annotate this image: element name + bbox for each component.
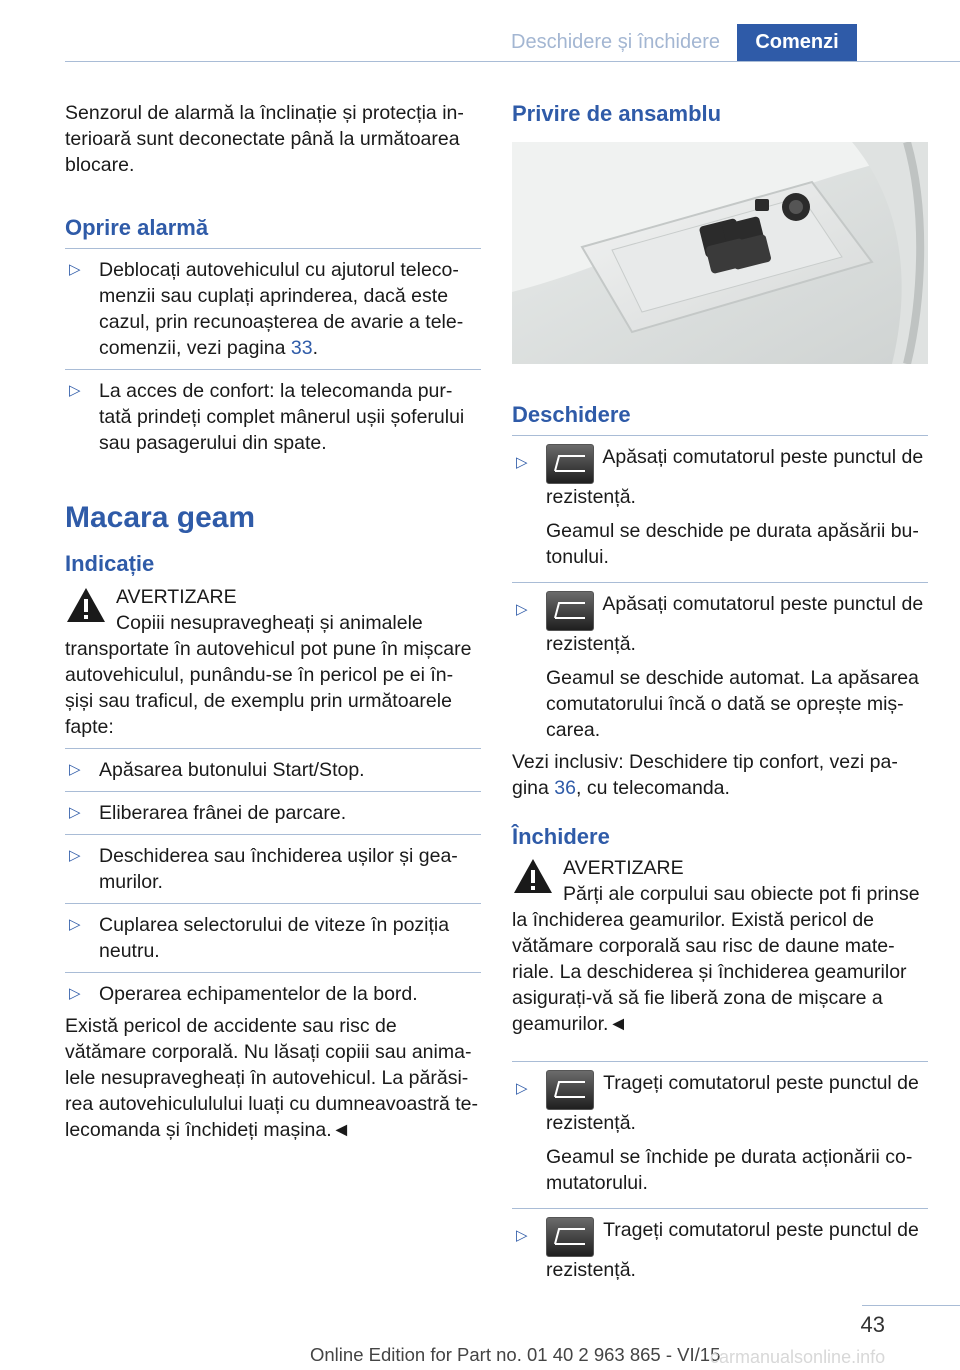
page-number: 43 <box>860 1312 885 1337</box>
close-step-2-action: Trageți comutatorul peste punctul de rezistență. <box>546 1219 919 1281</box>
bullet-triangle-icon: ▷ <box>69 847 81 864</box>
warning-triangle-icon <box>65 586 107 624</box>
see-also-post: , cu telecomanda. <box>576 777 730 799</box>
bullet-triangle-icon: ▷ <box>516 454 528 471</box>
header-rule <box>65 61 960 62</box>
stop-alarm-item-2-text: La acces de confort: la telecomanda pur-tată prindeți complet mânerul ușii șoferului sau pasagerului din spate. <box>99 380 465 454</box>
window-switch-press-icon <box>546 444 594 484</box>
edition-footer: Online Edition for Part no. 01 40 2 963 865 - VI/15 <box>310 1344 721 1365</box>
separator <box>65 972 481 973</box>
warning-triangle-icon <box>512 857 554 895</box>
bullet-triangle-icon: ▷ <box>69 985 81 1002</box>
bullet-triangle-icon: ▷ <box>516 1080 528 1097</box>
bullet-triangle-icon: ▷ <box>69 261 81 278</box>
alarm-intro-paragraph: Senzorul de alarmă la înclinație și protecția in-terioară sunt deconectate până la următoarea blocare. <box>65 102 464 176</box>
watermark: carmanualsonline.info <box>710 1347 886 1367</box>
warning-closing-text: Există pericol de accidente sau risc de vătămare corporală. Nu lăsați copiii sau anima-lele nesupravegheați în autovehicul. La părăsi-rea autovehicululului luați cu dumneavoastră te-lecomanda și închideți mașina.◄ <box>65 1015 478 1141</box>
separator <box>65 834 481 835</box>
header-section-title: Deschidere și închidere <box>511 31 720 53</box>
stop-alarm-item-1 <box>65 257 481 361</box>
open-step-2 <box>512 591 928 743</box>
window-switch-pull-icon <box>546 1070 594 1110</box>
close-step-2 <box>512 1217 928 1283</box>
window-switch-press-beyond-icon <box>546 591 594 631</box>
fact-item-text: Eliberarea frânei de parcare. <box>99 802 347 824</box>
separator <box>512 435 928 436</box>
bullet-triangle-icon: ▷ <box>516 601 528 618</box>
open-step-1 <box>512 444 928 570</box>
fact-item <box>65 800 481 826</box>
stop-alarm-heading: Oprire alarmă <box>65 215 209 240</box>
warning-box <box>65 584 481 740</box>
warning-label: AVERTIZARE <box>563 857 684 879</box>
warning-text: transportate în autovehicul pot pune în mișcare autovehiculul, punându-se în pericol pe ei în-șiși sau traficul, de exemplu prin următoarele fapte: <box>65 638 472 738</box>
separator <box>512 1061 928 1062</box>
separator <box>65 248 481 249</box>
right-column <box>512 100 928 1283</box>
bullet-triangle-icon: ▷ <box>69 761 81 778</box>
stop-alarm-item-1-text: Deblocați autovehiculul cu ajutorul teleco-menzii sau cuplați aprinderea, dacă este cazul, prin recunoașterea de avarie a tele-comenzii, vezi pagina <box>99 259 464 359</box>
see-also-pre: Vezi inclusiv: Deschidere tip confort, vezi pa-gina <box>512 751 898 799</box>
footer-rule <box>862 1305 960 1306</box>
close-step-1-action: Trageți comutatorul peste punctul de rezistență. <box>546 1072 919 1134</box>
bullet-triangle-icon: ▷ <box>69 916 81 933</box>
warning-box <box>512 855 928 1037</box>
bullet-triangle-icon: ▷ <box>69 382 81 399</box>
fact-item <box>65 981 481 1007</box>
warning-text: la închiderea geamurilor. Există pericol de vătămare corporală sau risc de daune mate-riale. La deschiderea și închiderea geamurilor asigurați-vă să fie liberă zona de mișcare a geamurilor.◄ <box>512 909 907 1035</box>
fact-item-text: Operarea echipamentelor de la bord. <box>99 983 418 1005</box>
page-link-36[interactable]: 36 <box>554 777 576 799</box>
window-switch-photo <box>512 142 928 364</box>
fact-item <box>65 757 481 783</box>
separator <box>512 1208 928 1209</box>
bullet-triangle-icon: ▷ <box>516 1227 528 1244</box>
open-step-1-result: Geamul se deschide pe durata apăsării bu-tonului. <box>546 520 919 568</box>
window-switch-pull-beyond-icon <box>546 1217 594 1257</box>
separator <box>512 582 928 583</box>
fact-item-text: Cuplarea selectorului de viteze în poziția neutru. <box>99 914 450 962</box>
separator <box>65 369 481 370</box>
close-step-1 <box>512 1070 928 1196</box>
warning-label: AVERTIZARE <box>116 586 237 608</box>
bullet-triangle-icon: ▷ <box>69 804 81 821</box>
stop-alarm-item-2 <box>65 378 481 456</box>
close-step-1-result: Geamul se închide pe durata acționării co-mutatorului. <box>546 1146 913 1194</box>
fact-item-text: Apăsarea butonului Start/Stop. <box>99 759 365 781</box>
open-step-2-action: Apăsați comutatorul peste punctul de rezistență. <box>546 593 924 655</box>
overview-heading: Privire de ansamblu <box>512 101 722 126</box>
fact-item <box>65 843 481 895</box>
see-also-text <box>512 749 928 801</box>
header-chapter-tab[interactable]: Comenzi <box>737 24 857 61</box>
page-link-33[interactable]: 33 <box>290 337 313 359</box>
stop-alarm-item-1-end: . <box>312 337 318 359</box>
window-lift-heading: Macara geam <box>65 501 256 534</box>
left-column <box>65 100 481 1143</box>
separator <box>65 748 481 749</box>
open-step-1-action: Apăsați comutatorul peste punctul de rezistență. <box>546 446 924 508</box>
warning-lead: Copiii nesupravegheați și animalele <box>116 612 423 634</box>
open-heading: Deschidere <box>512 402 631 427</box>
fact-item-text: Deschiderea sau închiderea ușilor și gea-murilor. <box>99 845 458 893</box>
open-step-2-result: Geamul se deschide automat. La apăsarea comutatorului încă o dată se oprește miș-carea. <box>546 667 919 741</box>
fact-item <box>65 912 481 964</box>
indication-heading: Indicație <box>65 551 155 576</box>
close-heading: Închidere <box>512 824 610 849</box>
warning-lead: Părți ale corpului sau obiecte pot fi prinse <box>563 883 920 905</box>
separator <box>65 791 481 792</box>
separator <box>65 903 481 904</box>
